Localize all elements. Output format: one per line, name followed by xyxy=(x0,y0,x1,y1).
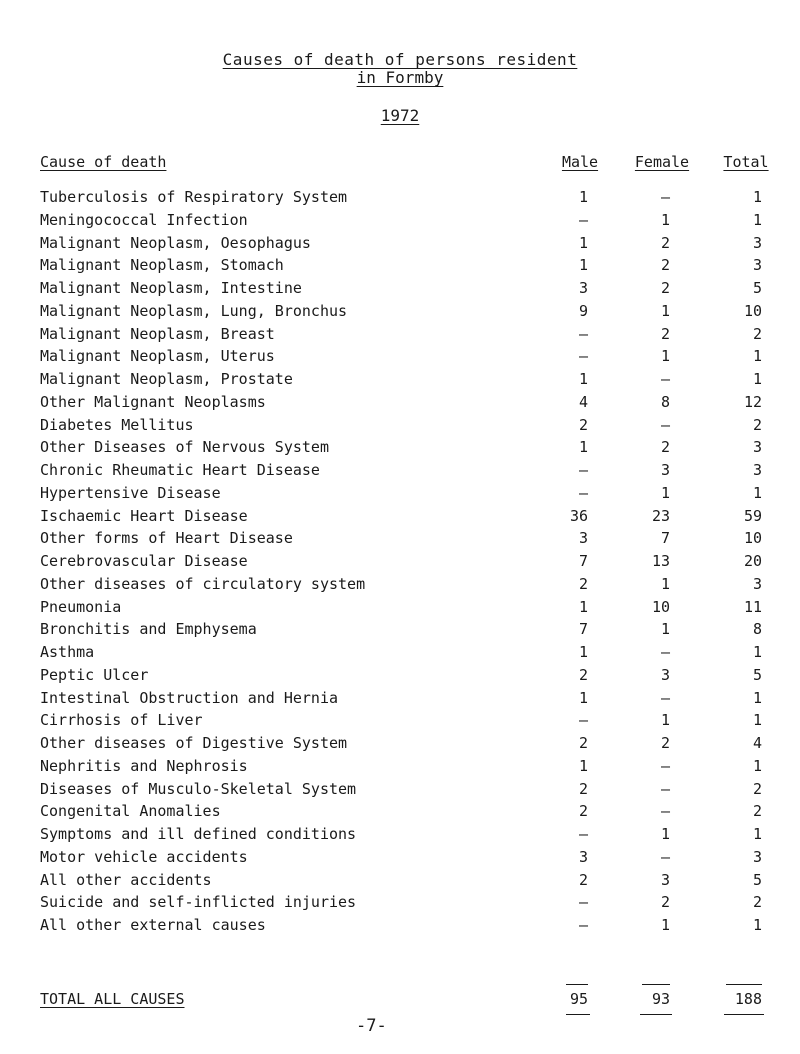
cause-cell: Diseases of Musculo-Skeletal System xyxy=(40,779,357,798)
female-cell: 1 xyxy=(660,210,670,229)
female-cell: 1 xyxy=(660,916,670,934)
female-cell: – xyxy=(660,643,670,661)
title-line-2: in Formby xyxy=(356,68,444,87)
total-cell: 2 xyxy=(752,779,762,798)
male-cell: – xyxy=(578,324,588,343)
cause-cell: Bronchitis and Emphysema xyxy=(40,620,257,639)
total-cell: 12 xyxy=(743,392,762,411)
subtotal-rule-female xyxy=(642,984,670,985)
cause-cell: Diabetes Mellitus xyxy=(40,415,194,434)
table-row xyxy=(0,482,800,505)
table-row xyxy=(0,755,800,778)
cause-cell: Other diseases of Digestive System xyxy=(40,734,348,752)
female-cell: 1 xyxy=(660,574,670,593)
total-cell: 2 xyxy=(752,893,762,912)
male-cell: 2 xyxy=(578,802,588,821)
female-cell: 2 xyxy=(660,279,670,297)
table-row xyxy=(0,618,800,641)
total-cell: 1 xyxy=(752,643,762,661)
table-row xyxy=(0,869,800,892)
total-cell: 1 xyxy=(752,188,762,206)
male-cell: 1 xyxy=(578,643,588,661)
total-cell: 1 xyxy=(752,756,762,775)
male-cell: 36 xyxy=(569,506,588,525)
header-total: Total xyxy=(723,153,769,171)
female-cell: – xyxy=(660,756,670,775)
male-cell: 1 xyxy=(578,370,588,388)
total-cell: 5 xyxy=(752,279,762,297)
table-row xyxy=(0,414,800,437)
table-row xyxy=(0,732,800,755)
cause-cell: All other external causes xyxy=(40,916,266,934)
male-cell: 2 xyxy=(578,779,588,798)
total-rule-total xyxy=(724,1014,764,1015)
female-cell: 1 xyxy=(660,620,670,639)
female-cell: – xyxy=(660,688,670,707)
female-cell: 2 xyxy=(660,256,670,275)
total-cell: 8 xyxy=(752,620,762,639)
totals-total: 188 xyxy=(734,990,762,1008)
total-cell: 3 xyxy=(752,574,762,593)
table-row xyxy=(0,687,800,710)
total-cell: 20 xyxy=(743,552,762,570)
total-cell: 3 xyxy=(752,233,762,252)
table-row xyxy=(0,550,800,573)
cause-cell: Symptoms and ill defined conditions xyxy=(40,825,357,843)
female-cell: 2 xyxy=(660,438,670,457)
female-cell: 1 xyxy=(660,347,670,366)
total-cell: 3 xyxy=(752,847,762,866)
male-cell: – xyxy=(578,210,588,229)
table-row xyxy=(0,323,800,346)
table-row xyxy=(0,391,800,414)
female-cell: 1 xyxy=(660,483,670,502)
cause-cell: Intestinal Obstruction and Hernia xyxy=(40,688,339,707)
female-cell: 8 xyxy=(660,392,670,411)
female-cell: 7 xyxy=(660,529,670,548)
female-cell: 2 xyxy=(660,233,670,252)
male-cell: 2 xyxy=(578,870,588,889)
totals-row xyxy=(0,988,800,1010)
male-cell: 1 xyxy=(578,256,588,275)
cause-cell: Chronic Rheumatic Heart Disease xyxy=(40,461,320,479)
total-cell: 1 xyxy=(752,825,762,843)
table-row xyxy=(0,596,800,619)
female-cell: 10 xyxy=(651,597,670,616)
female-cell: 3 xyxy=(660,665,670,684)
male-cell: 1 xyxy=(578,233,588,252)
female-cell: 2 xyxy=(660,734,670,752)
table-row xyxy=(0,641,800,664)
female-cell: 1 xyxy=(660,301,670,320)
male-cell: 1 xyxy=(578,438,588,457)
header-male: Male xyxy=(561,153,599,171)
cause-cell: Malignant Neoplasm, Stomach xyxy=(40,256,284,275)
cause-cell: Motor vehicle accidents xyxy=(40,847,248,866)
total-cell: 1 xyxy=(752,711,762,730)
totals-label: TOTAL ALL CAUSES xyxy=(40,990,185,1008)
cause-cell: Nephritis and Nephrosis xyxy=(40,756,248,775)
total-rule-female xyxy=(640,1014,672,1015)
cause-cell: Pneumonia xyxy=(40,597,122,616)
total-cell: 4 xyxy=(752,734,762,752)
male-cell: 7 xyxy=(578,552,588,570)
total-cell: 3 xyxy=(752,438,762,457)
cause-cell: Other Diseases of Nervous System xyxy=(40,438,329,457)
table-row xyxy=(0,891,800,914)
female-cell: – xyxy=(660,188,670,206)
female-cell: 2 xyxy=(660,324,670,343)
female-cell: 1 xyxy=(660,825,670,843)
cause-cell: Other forms of Heart Disease xyxy=(40,529,293,548)
total-cell: 1 xyxy=(752,370,762,388)
cause-cell: Peptic Ulcer xyxy=(40,665,149,684)
male-cell: – xyxy=(578,916,588,934)
male-cell: 3 xyxy=(578,847,588,866)
cause-cell: Other Malignant Neoplasms xyxy=(40,392,266,411)
table-row xyxy=(0,505,800,528)
female-cell: – xyxy=(660,415,670,434)
cause-cell: Hypertensive Disease xyxy=(40,483,221,502)
cause-cell: All other accidents xyxy=(40,870,212,889)
header-female: Female xyxy=(634,153,690,171)
male-cell: – xyxy=(578,483,588,502)
cause-cell: Asthma xyxy=(40,643,95,661)
total-cell: 3 xyxy=(752,256,762,275)
title-line-1: Causes of death of persons resident xyxy=(222,50,578,69)
male-cell: – xyxy=(578,825,588,843)
total-cell: 3 xyxy=(752,461,762,479)
total-cell: 5 xyxy=(752,665,762,684)
total-rule-male xyxy=(566,1014,590,1015)
table-row xyxy=(0,254,800,277)
male-cell: 4 xyxy=(578,392,588,411)
total-cell: 2 xyxy=(752,802,762,821)
table-row xyxy=(0,277,800,300)
cause-cell: Ischaemic Heart Disease xyxy=(40,506,248,525)
male-cell: 2 xyxy=(578,574,588,593)
female-cell: – xyxy=(660,802,670,821)
table-row xyxy=(0,186,800,209)
male-cell: 7 xyxy=(578,620,588,639)
total-cell: 1 xyxy=(752,483,762,502)
male-cell: – xyxy=(578,347,588,366)
totals-female: 93 xyxy=(651,990,670,1008)
total-cell: 10 xyxy=(743,529,762,548)
cause-cell: Malignant Neoplasm, Prostate xyxy=(40,370,293,388)
cause-cell: Congenital Anomalies xyxy=(40,802,221,821)
cause-cell: Meningococcal Infection xyxy=(40,210,248,229)
table-row xyxy=(0,345,800,368)
table-row xyxy=(0,664,800,687)
total-cell: 2 xyxy=(752,415,762,434)
total-cell: 1 xyxy=(752,916,762,934)
cause-cell: Malignant Neoplasm, Breast xyxy=(40,324,275,343)
cause-cell: Malignant Neoplasm, Lung, Bronchus xyxy=(40,301,348,320)
female-cell: – xyxy=(660,779,670,798)
male-cell: 1 xyxy=(578,756,588,775)
table-row xyxy=(0,368,800,391)
female-cell: 2 xyxy=(660,893,670,912)
male-cell: – xyxy=(578,461,588,479)
subtotal-rule-total xyxy=(726,984,762,985)
male-cell: – xyxy=(578,893,588,912)
male-cell: – xyxy=(578,711,588,730)
female-cell: 23 xyxy=(651,506,670,525)
table-row xyxy=(0,436,800,459)
male-cell: 2 xyxy=(578,665,588,684)
table-row xyxy=(0,573,800,596)
table-row xyxy=(0,778,800,801)
table-row xyxy=(0,914,800,937)
totals-male: 95 xyxy=(569,990,588,1008)
female-cell: 3 xyxy=(660,461,670,479)
cause-cell: Suicide and self-inflicted injuries xyxy=(40,893,357,912)
cause-cell: Cerebrovascular Disease xyxy=(40,552,248,570)
total-cell: 5 xyxy=(752,870,762,889)
male-cell: 3 xyxy=(578,529,588,548)
female-cell: – xyxy=(660,847,670,866)
cause-cell: Malignant Neoplasm, Oesophagus xyxy=(40,233,311,252)
table-row xyxy=(0,300,800,323)
table-row xyxy=(0,459,800,482)
total-cell: 1 xyxy=(752,347,762,366)
male-cell: 3 xyxy=(578,279,588,297)
table-row xyxy=(0,527,800,550)
cause-cell: Malignant Neoplasm, Uterus xyxy=(40,347,275,366)
male-cell: 9 xyxy=(578,301,588,320)
table-row xyxy=(0,709,800,732)
total-cell: 11 xyxy=(743,597,762,616)
female-cell: 3 xyxy=(660,870,670,889)
male-cell: 1 xyxy=(578,188,588,206)
male-cell: 2 xyxy=(578,415,588,434)
male-cell: 1 xyxy=(578,597,588,616)
cause-table xyxy=(0,186,800,937)
cause-cell: Other diseases of circulatory system xyxy=(40,574,366,593)
male-cell: 1 xyxy=(578,688,588,707)
table-row xyxy=(0,846,800,869)
total-cell: 1 xyxy=(752,210,762,229)
cause-cell: Malignant Neoplasm, Intestine xyxy=(40,279,302,297)
table-row xyxy=(0,232,800,255)
female-cell: 13 xyxy=(651,552,670,570)
table-row xyxy=(0,800,800,823)
cause-cell: Cirrhosis of Liver xyxy=(40,711,203,730)
table-row xyxy=(0,823,800,846)
cause-cell: Tuberculosis of Respiratory System xyxy=(40,188,348,206)
total-cell: 10 xyxy=(743,301,762,320)
title-year: 1972 xyxy=(380,106,420,125)
total-cell: 59 xyxy=(743,506,762,525)
female-cell: – xyxy=(660,370,670,388)
table-row xyxy=(0,209,800,232)
total-cell: 1 xyxy=(752,688,762,707)
page-number: -7- xyxy=(356,1016,387,1036)
total-cell: 2 xyxy=(752,324,762,343)
subtotal-rule-male xyxy=(566,984,588,985)
female-cell: 1 xyxy=(660,711,670,730)
header-cause: Cause of death xyxy=(40,153,167,171)
male-cell: 2 xyxy=(578,734,588,752)
